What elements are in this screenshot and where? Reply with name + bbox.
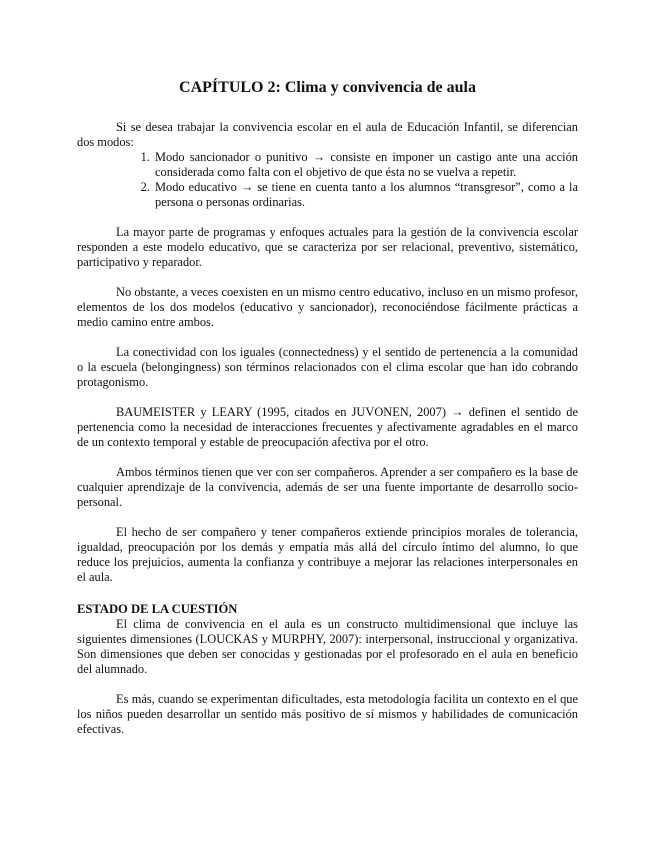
body-paragraph: Ambos términos tienen que ver con ser compañeros. Aprender a ser compañero es la base de cualquier aprendizaje de la convivencia, además de ser una fuente importante de desarrollo socio-personal. <box>77 465 578 509</box>
modes-list <box>77 150 578 210</box>
section-paragraph: Es más, cuando se experimentan dificultades, esta metodología facilita un contexto en el que los niños pueden desarrollar un sentido más positivo de sí mismos y habilidades de comunicación efectivas. <box>77 692 578 736</box>
body-paragraph: BAUMEISTER y LEARY (1995, citados en JUVONEN, 2007) → definen el sentido de pertenencia como la necesidad de interacciones frecuentes y afectivamente agradables en el marco de un contexto temporal y estable de preocupación afectiva por el otro. <box>77 405 578 449</box>
chapter-title: CAPÍTULO 2: Clima y convivencia de aula <box>179 79 476 96</box>
list-item: 2. Modo educativo → se tiene en cuenta tanto a los alumnos “transgresor”, como a la persona o personas ordinarias. <box>153 180 578 210</box>
section-paragraph: El clima de convivencia en el aula es un constructo multidimensional que incluye las siguientes dimensiones (LOUCKAS y MURPHY, 2007): interpersonal, instruccional y organizativa. Son dimensiones que deben ser conocidas y gestionadas por el profesorado en el aula en beneficio del alumnado. <box>77 617 578 676</box>
body-paragraph: El hecho de ser compañero y tener compañeros extiende principios morales de tolerancia, igualdad, preocupación por los demás y empatía más allá del círculo íntimo del alumno, lo que reduce los prejuicios, aumenta la confianza y contribuye a mejorar las relaciones interpersonales en el aula. <box>77 525 578 584</box>
intro-paragraph: Si se desea trabajar la convivencia escolar en el aula de Educación Infantil, se diferencian dos modos: <box>77 120 578 149</box>
body-paragraph: No obstante, a veces coexisten en un mismo centro educativo, incluso en un mismo profesor, elementos de los dos modelos (educativo y sancionador), reconociéndose fácilmente prácticas a medio camino entre ambos. <box>77 285 578 329</box>
page-content <box>77 78 578 737</box>
list-item: 1. Modo sancionador o punitivo → consiste en imponer un castigo ante una acción considerada como falta con el objetivo de que ésta no se vuelva a repetir. <box>153 150 578 180</box>
body-paragraph: La mayor parte de programas y enfoques actuales para la gestión de la convivencia escolar responden a este modelo educativo, que se caracteriza por ser relacional, preventivo, sistemático, participativo y reparador. <box>77 225 578 269</box>
body-paragraph: La conectividad con los iguales (connectedness) y el sentido de pertenencia a la comunidad o la escuela (belongingness) son términos relacionados con el clima escolar que han ido cobrando protagonismo. <box>77 345 578 389</box>
section-heading: ESTADO DE LA CUESTIÓN <box>77 602 238 616</box>
